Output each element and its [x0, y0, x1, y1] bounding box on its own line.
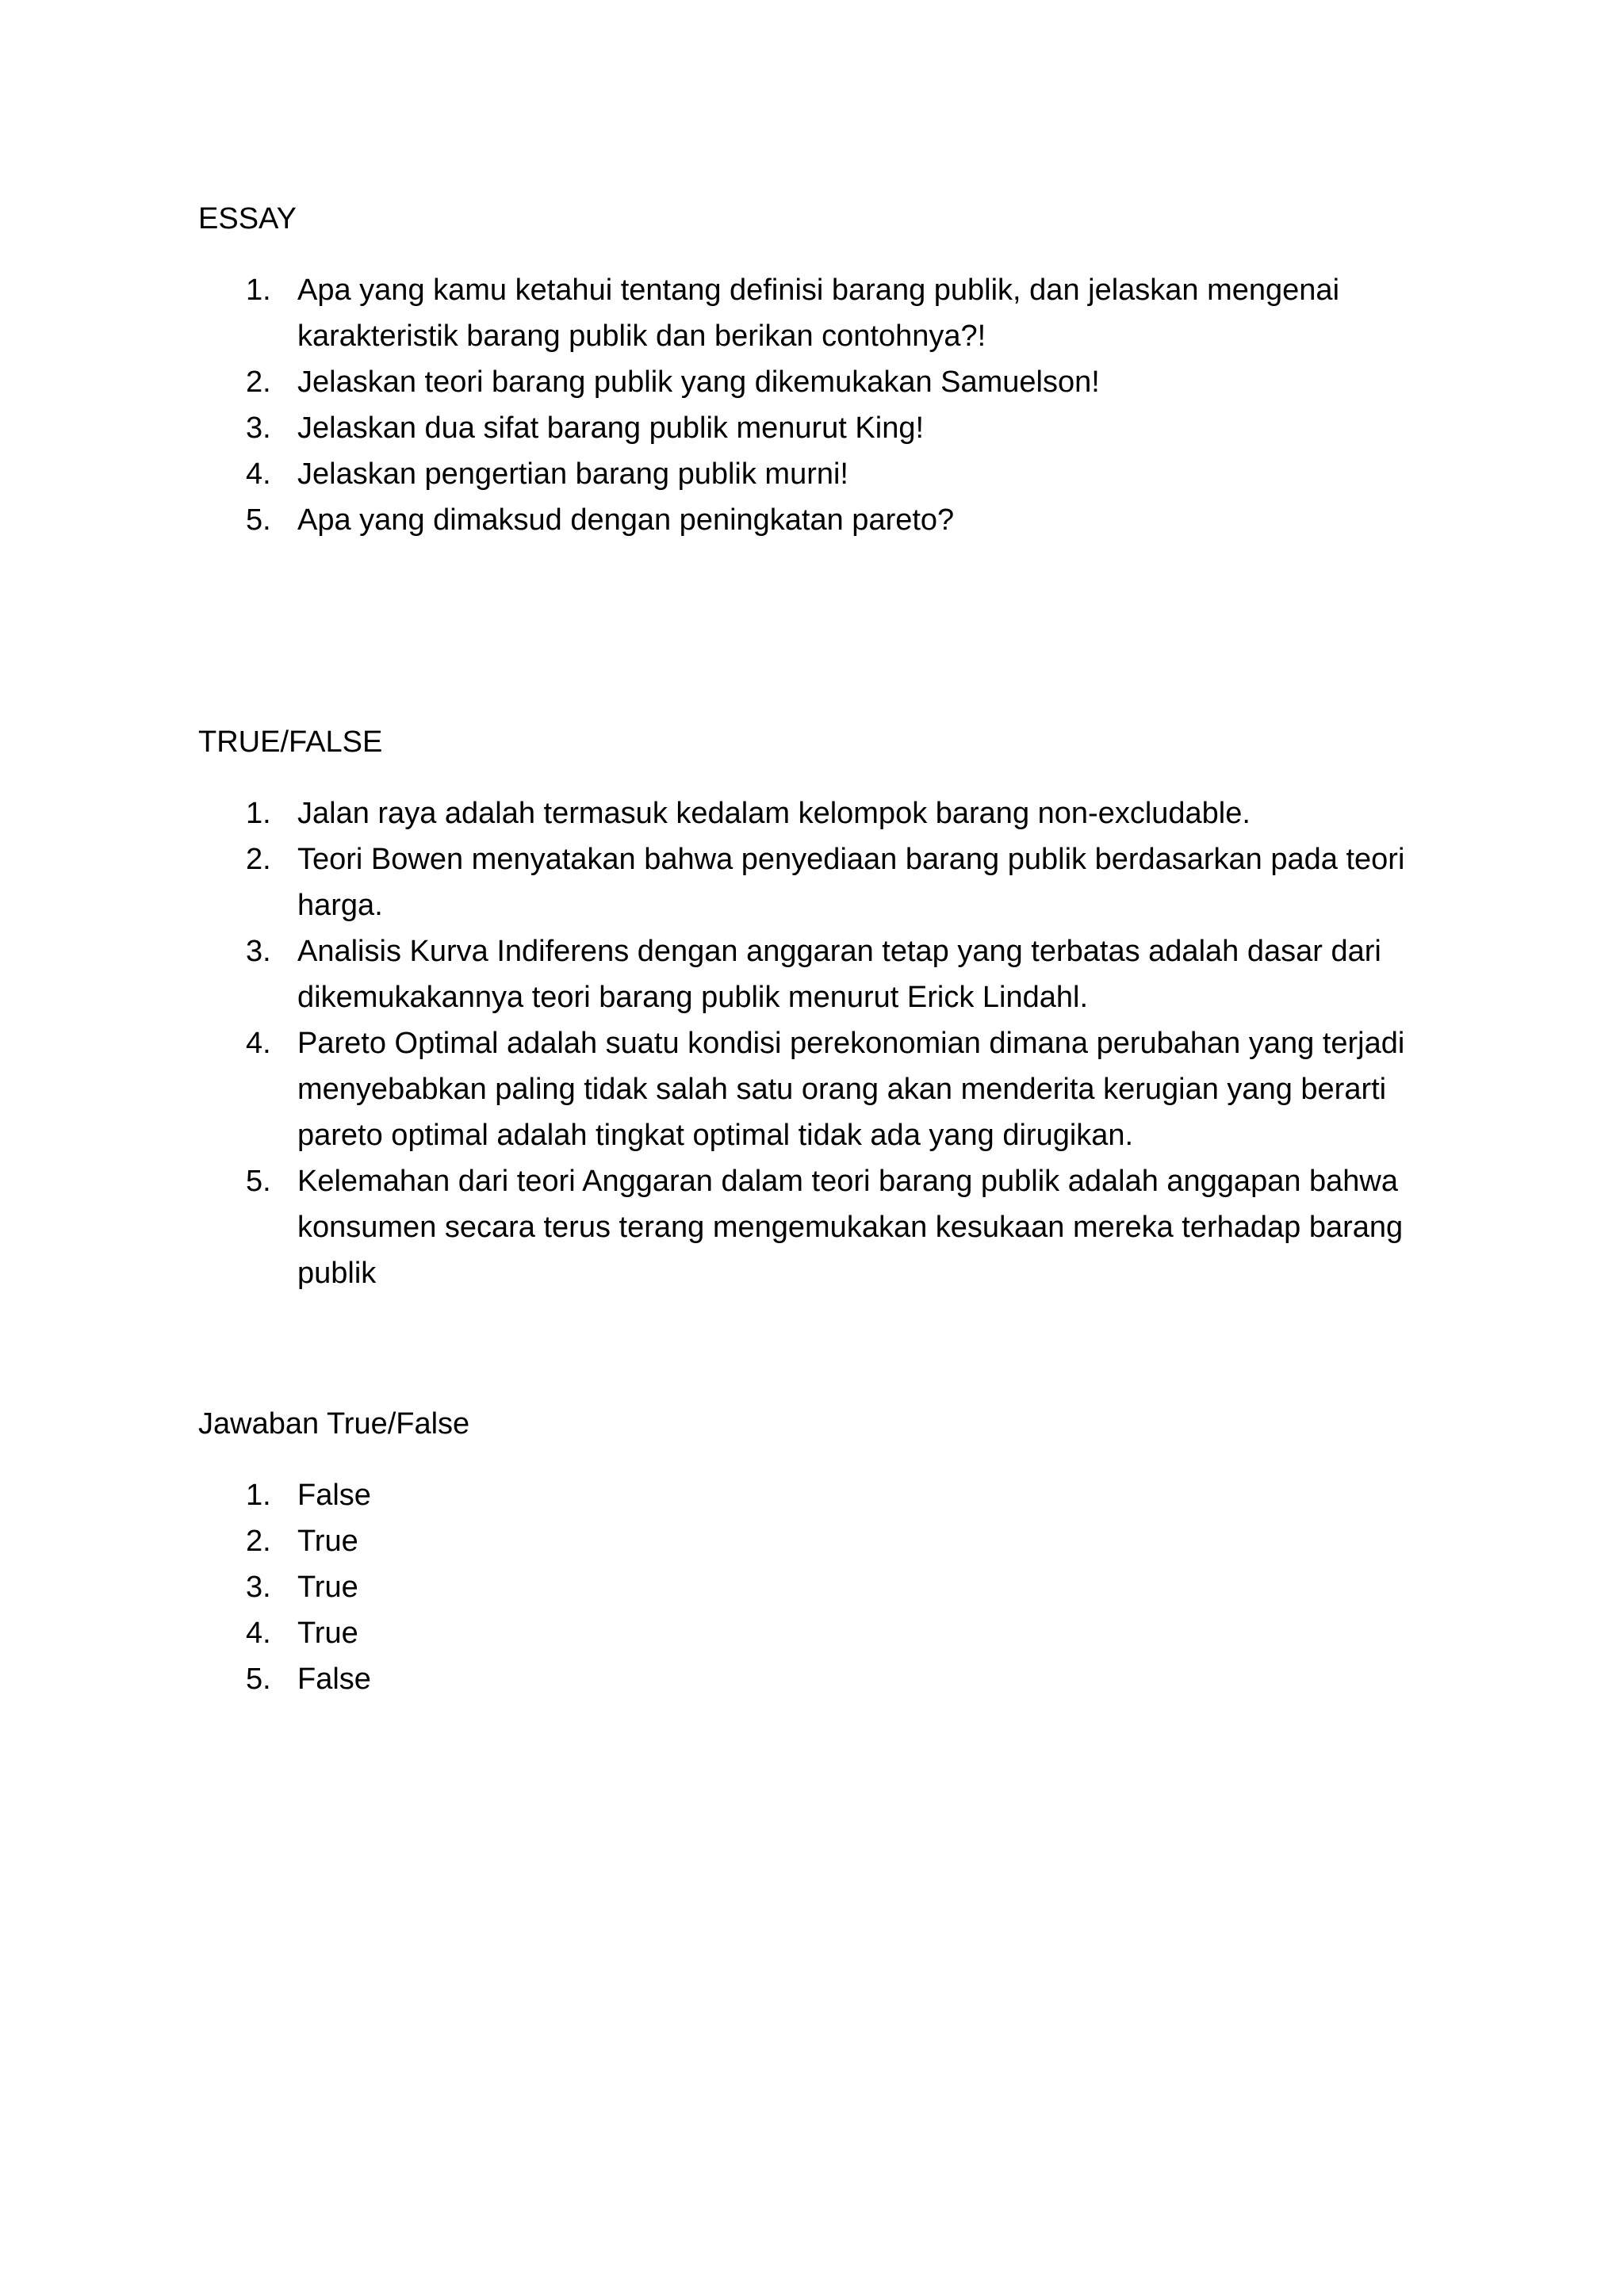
essay-question-1 [198, 267, 1435, 359]
answer-2 [198, 1518, 1435, 1564]
list-number: 4. [246, 1617, 271, 1650]
answer-4 [198, 1610, 1435, 1656]
essay-question-5 [198, 497, 1435, 543]
list-number: 3. [246, 935, 271, 968]
question-text: Apa yang kamu ketahui tentang definisi barang publik, dan jelaskan mengenai karakteristik barang publik dan berikan contohnya?! [297, 274, 1340, 353]
answer-5 [198, 1656, 1435, 1702]
statement-text: Jalan raya adalah termasuk kedalam kelompok barang non-excludable. [297, 797, 1251, 830]
list-number: 2. [246, 843, 271, 876]
statement-text: Pareto Optimal adalah suatu kondisi perekonomian dimana perubahan yang terjadi menyebabkan paling tidak salah satu orang akan menderita kerugian yang berarti pareto optimal adalah tingkat optimal tidak ada yang dirugikan. [297, 1027, 1405, 1152]
question-text: Jelaskan dua sifat barang publik menurut King! [297, 411, 925, 445]
answer-1 [198, 1472, 1435, 1518]
answer-text: False [297, 1663, 371, 1696]
list-number: 5. [246, 503, 271, 537]
essay-question-list [198, 267, 1435, 543]
answer-list [198, 1472, 1435, 1702]
answers-section [198, 1401, 1435, 1702]
answer-text: True [297, 1571, 358, 1604]
list-number: 3. [246, 411, 271, 445]
true-false-question-5 [198, 1158, 1435, 1296]
list-number: 5. [246, 1663, 271, 1696]
statement-text: Analisis Kurva Indiferens dengan anggaran tetap yang terbatas adalah dasar dari dikemukakannya teori barang publik menurut Erick Lindahl. [297, 935, 1381, 1014]
essay-question-3 [198, 405, 1435, 451]
list-number: 5. [246, 1165, 271, 1198]
answer-text: True [297, 1525, 358, 1558]
statement-text: Teori Bowen menyatakan bahwa penyediaan barang publik berdasarkan pada teori harga. [297, 843, 1405, 922]
answer-3 [198, 1564, 1435, 1610]
list-number: 4. [246, 457, 271, 491]
true-false-question-list [198, 790, 1435, 1296]
true-false-section [198, 719, 1435, 1296]
essay-section [198, 196, 1435, 543]
true-false-question-2 [198, 836, 1435, 928]
true-false-question-4 [198, 1020, 1435, 1158]
question-text: Jelaskan pengertian barang publik murni! [297, 457, 848, 491]
question-text: Jelaskan teori barang publik yang dikemukakan Samuelson! [297, 365, 1100, 399]
list-number: 4. [246, 1027, 271, 1060]
list-number: 2. [246, 1525, 271, 1558]
essay-question-4 [198, 451, 1435, 497]
statement-text: Kelemahan dari teori Anggaran dalam teori barang publik adalah anggapan bahwa konsumen secara terus terang mengemukakan kesukaan mereka terhadap barang publik [297, 1165, 1404, 1290]
list-number: 1. [246, 274, 271, 307]
list-number: 3. [246, 1571, 271, 1604]
list-number: 1. [246, 1479, 271, 1512]
question-text: Apa yang dimaksud dengan peningkatan pareto? [297, 503, 955, 537]
list-number: 2. [246, 365, 271, 399]
list-number: 1. [246, 797, 271, 830]
answer-text: True [297, 1617, 358, 1650]
true-false-question-3 [198, 928, 1435, 1020]
essay-heading: ESSAY [198, 202, 297, 235]
answer-text: False [297, 1479, 371, 1512]
answers-heading: Jawaban True/False [198, 1407, 470, 1441]
true-false-heading: TRUE/FALSE [198, 725, 383, 759]
true-false-question-1 [198, 790, 1435, 836]
essay-question-2 [198, 359, 1435, 405]
